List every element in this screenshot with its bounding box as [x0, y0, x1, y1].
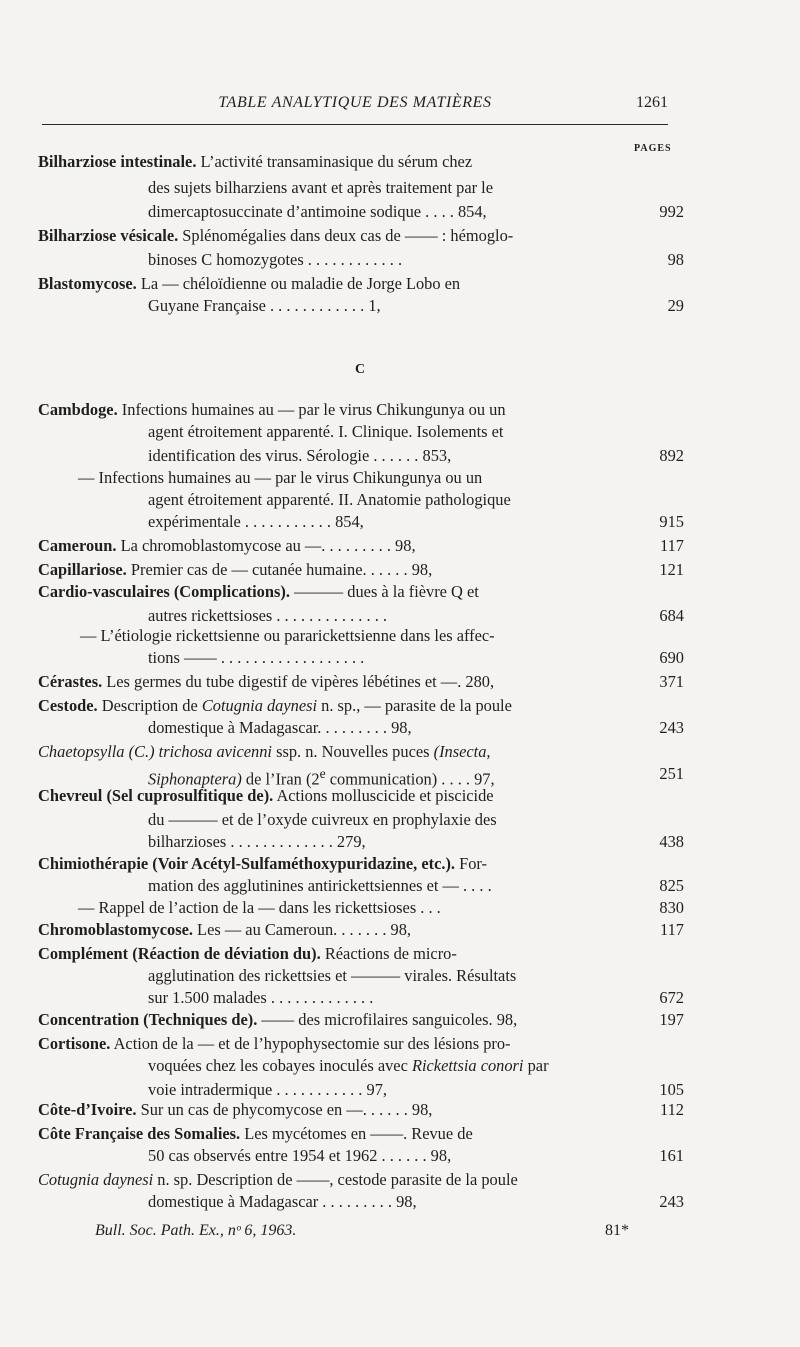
entry-line: Côte-d’Ivoire. Sur un cas de phycomycose en —. . . . . . 98,	[38, 1100, 433, 1119]
entry-page-number: 438	[659, 832, 684, 851]
entry-line: Bilharziose vésicale. Splénomégalies dans deux cas de —— : hémoglo-	[38, 226, 514, 245]
entry-line: Cortisone. Action de la — et de l’hypophysectomie sur des lésions pro-	[38, 1034, 511, 1053]
entry-line: mation des agglutinines antirickettsiennes et — . . . .	[148, 876, 492, 895]
entry-page-number: 29	[667, 296, 684, 315]
page-number: 1261	[636, 94, 668, 111]
entry-line: domestique à Madagascar . . . . . . . . . 98,	[148, 1192, 417, 1211]
entry-page-number: 117	[660, 536, 684, 555]
entry-line: Bilharziose intestinale. L’activité transaminasique du sérum chez	[38, 152, 473, 171]
entry-page-number: 161	[659, 1146, 684, 1165]
entry-line: Chaetopsylla (C.) trichosa avicenni ssp. n. Nouvelles puces (Insecta,	[38, 742, 491, 761]
entry-page-number: 915	[659, 512, 684, 531]
entry-page-number: 892	[659, 446, 684, 465]
entry-page-number: 830	[659, 898, 684, 917]
entry-page-number: 992	[659, 202, 684, 221]
section-letter: C	[355, 362, 366, 377]
entry-line: Concentration (Techniques de). —— des microfilaires sanguicoles. 98,	[38, 1010, 518, 1029]
entry-line: Cotugnia daynesi n. sp. Description de ——, cestode parasite de la poule	[38, 1170, 518, 1189]
entry-line: Blastomycose. La — chéloïdienne ou maladie de Jorge Lobo en	[38, 274, 461, 293]
entry-page-number: 690	[659, 648, 684, 667]
entry-page-number: 684	[659, 606, 684, 625]
entry-page-number: 371	[659, 672, 684, 691]
entry-line: identification des virus. Sérologie . . . . . . 853,	[148, 446, 452, 465]
entry-page-number: 117	[660, 920, 684, 939]
entry-page-number: 121	[659, 560, 684, 579]
entry-page-number: 197	[659, 1010, 684, 1029]
entry-line: dimercaptosuccinate d’antimoine sodique . . . . 854,	[148, 202, 487, 221]
entry-line: Cérastes. Les germes du tube digestif de vipères lébétines et —. 280,	[38, 672, 495, 691]
entry-line: agglutination des rickettsies et ——— virales. Résultats	[148, 966, 517, 985]
footer	[95, 1221, 650, 1241]
entry-page-number: 251	[659, 764, 684, 783]
entry-line: Cestode. Description de Cotugnia daynesi n. sp., — parasite de la poule	[38, 696, 512, 715]
entry-line: Chromoblastomycose. Les — au Cameroun. . . . . . . 98,	[38, 920, 412, 939]
entry-line: domestique à Madagascar. . . . . . . . . 98,	[148, 718, 412, 737]
entry-line: binoses C homozygotes . . . . . . . . . . . .	[148, 250, 403, 269]
entry-line: — Infections humaines au — par le virus Chikungunya ou un	[78, 468, 483, 487]
entry-page-number: 243	[659, 718, 684, 737]
entry-line: voie intradermique . . . . . . . . . . . 97,	[148, 1080, 387, 1099]
entry-line: Siphonaptera) de l’Iran (2e communication) . . . . 97,	[148, 766, 495, 789]
entry-line: — Rappel de l’action de la — dans les rickettsioses . . .	[78, 898, 441, 917]
entry-line: autres rickettsioses . . . . . . . . . . . . . .	[148, 606, 387, 625]
footer-citation: Bull. Soc. Path. Ex., nᵒ 6, 1963.	[95, 1222, 297, 1239]
entry-line: Côte Française des Somalies. Les mycétomes en ——. Revue de	[38, 1124, 473, 1143]
running-title: TABLE ANALYTIQUE DES MATIÈRES	[218, 94, 492, 111]
entry-page-number: 672	[659, 988, 684, 1007]
entry-line: 50 cas observés entre 1954 et 1962 . . . . . . 98,	[148, 1146, 452, 1165]
entry-page-number: 112	[660, 1100, 684, 1119]
entry-line: Cardio-vasculaires (Complications). ——— dues à la fièvre Q et	[38, 582, 479, 601]
entry-line: des sujets bilharziens avant et après traitement par le	[148, 178, 493, 197]
entry-page-number: 98	[667, 250, 684, 269]
entry-line: — L’étiologie rickettsienne ou pararickettsienne dans les affec-	[80, 626, 495, 645]
entry-line: sur 1.500 malades . . . . . . . . . . . . .	[148, 988, 374, 1007]
entry-line: agent étroitement apparenté. II. Anatomie pathologique	[148, 490, 511, 509]
entry-page-number: 105	[659, 1080, 684, 1099]
entry-line: Guyane Française . . . . . . . . . . . . 1,	[148, 296, 381, 315]
entry-line: Chimiothérapie (Voir Acétyl-Sulfaméthoxypuridazine, etc.). For-	[38, 854, 488, 873]
entry-line: Capillariose. Premier cas de — cutanée humaine. . . . . . 98,	[38, 560, 433, 579]
entry-page-number: 243	[659, 1192, 684, 1211]
entry-line: Cameroun. La chromoblastomycose au —. . . . . . . . . 98,	[38, 536, 416, 555]
entry-line: Complément (Réaction de déviation du). Réactions de micro-	[38, 944, 457, 963]
entry-line: tions —— . . . . . . . . . . . . . . . . . .	[148, 648, 365, 667]
entry-line: expérimentale . . . . . . . . . . . 854,	[148, 512, 364, 531]
entry-line: du ——— et de l’oxyde cuivreux en prophylaxie des	[148, 810, 497, 829]
entry-page-number: 825	[659, 876, 684, 895]
entry-line: bilharzioses . . . . . . . . . . . . . 279,	[148, 832, 366, 851]
entry-line: Cambdoge. Infections humaines au — par le virus Chikungunya ou un	[38, 400, 506, 419]
entry-line: Chevreul (Sel cuprosulfitique de). Actions molluscicide et piscicide	[38, 786, 494, 805]
entry-line: voquées chez les cobayes inoculés avec Rickettsia conori par	[148, 1056, 549, 1075]
pages-column-label: PAGES	[634, 143, 672, 154]
entry-line: agent étroitement apparenté. I. Clinique. Isolements et	[148, 422, 504, 441]
footer-mark: 81*	[605, 1222, 629, 1239]
